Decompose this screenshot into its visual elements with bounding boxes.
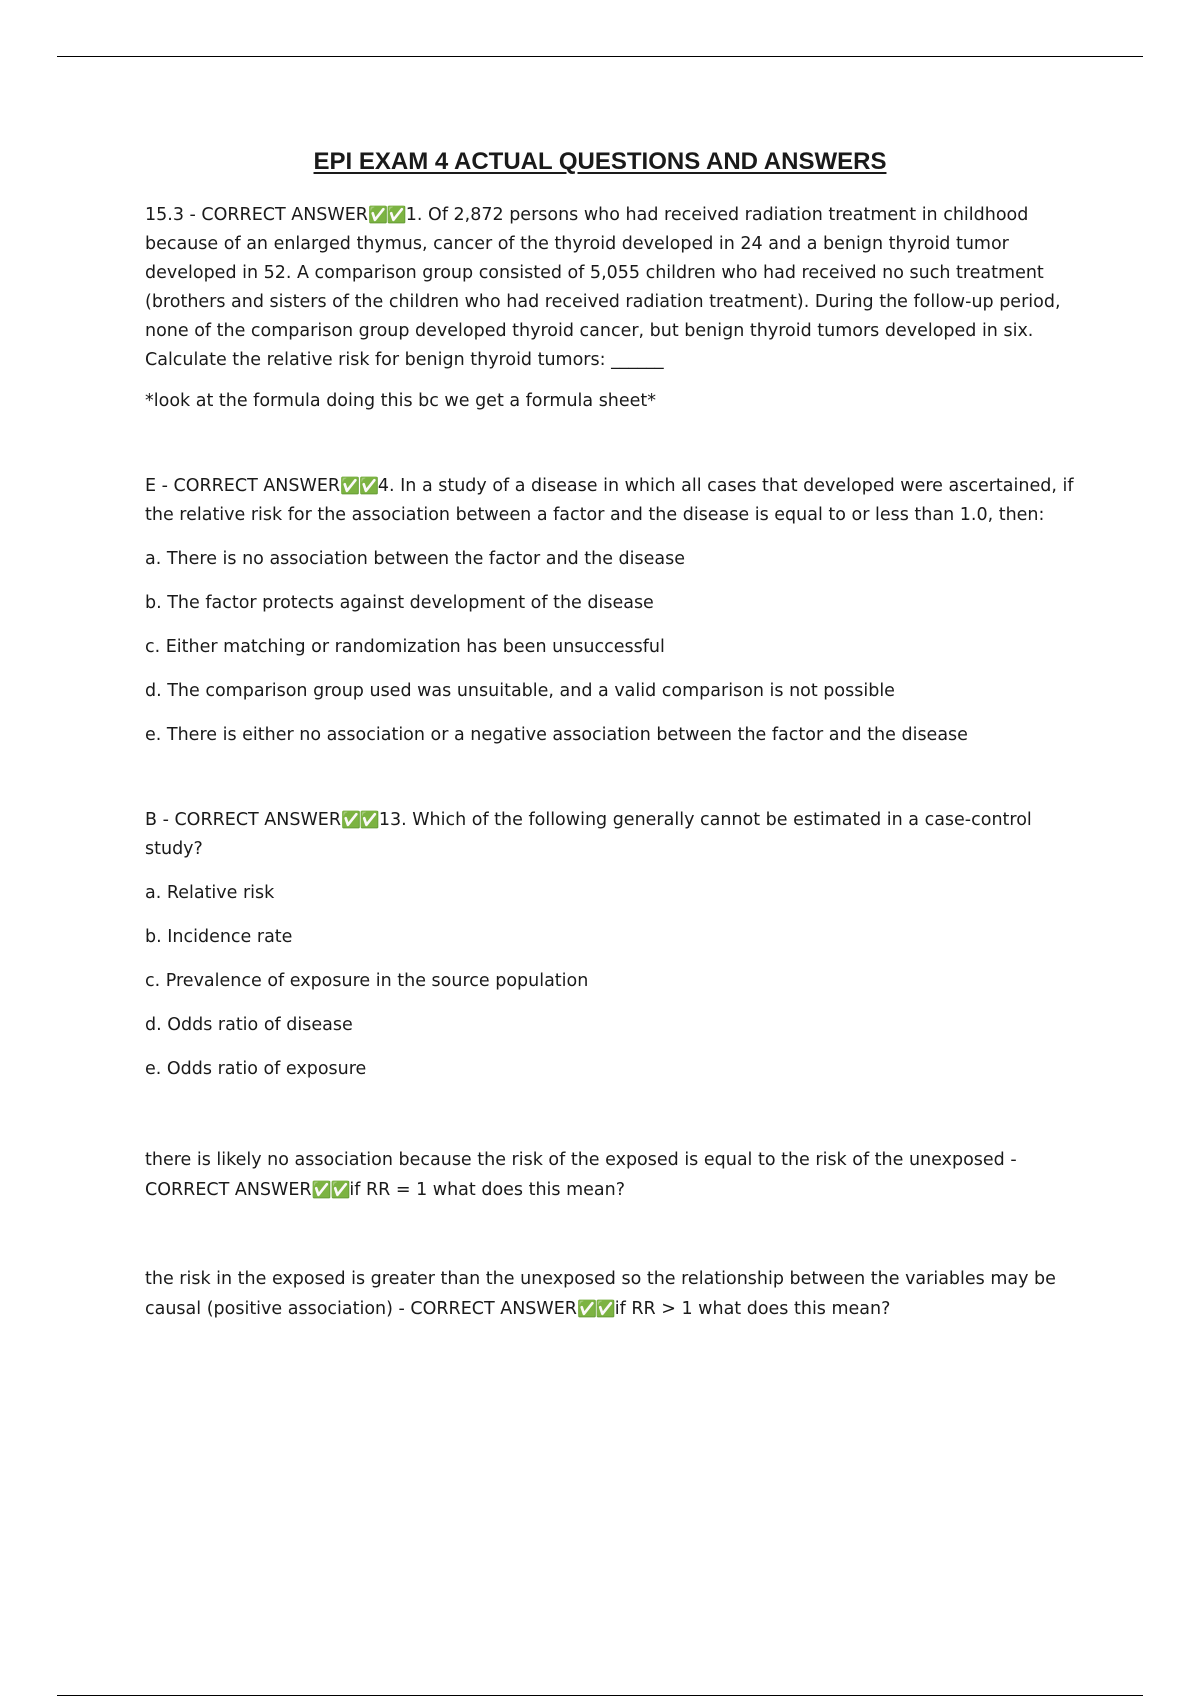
double-check-icon: ✅✅ bbox=[340, 810, 379, 829]
option-e: e. There is either no association or a negative association between the factor and the disease bbox=[145, 725, 968, 745]
question-text: 1. Of 2,872 persons who had received radiation treatment in childhood because of an enlarged thymus, cancer of the thyroid developed in 24 and a benign thyroid tumor developed in 52. A comparison group consisted of 5,055 children who had received no such treatment (brothers and sisters of the children who had received radiation treatment). During the follow-up period, none of the comparison group developed thyroid cancer, but benign thyroid tumors developed in six. Calculate the relative risk for benign thyroid tumors: ______ bbox=[145, 205, 1061, 370]
option-d: d. The comparison group used was unsuitable, and a valid comparison is not possible bbox=[145, 681, 895, 701]
qa-item-4 bbox=[145, 1146, 1085, 1205]
page-title: EPI EXAM 4 ACTUAL QUESTIONS AND ANSWERS bbox=[313, 148, 887, 175]
qa-text bbox=[145, 805, 1085, 864]
question-text: if RR > 1 what does this mean? bbox=[614, 1299, 891, 1319]
option-c: c. Either matching or randomization has been unsuccessful bbox=[145, 637, 665, 657]
option-b: b. The factor protects against development of the disease bbox=[145, 593, 654, 613]
double-check-icon: ✅✅ bbox=[367, 205, 406, 224]
double-check-icon: ✅✅ bbox=[311, 1180, 350, 1199]
question-text: 4. In a study of a disease in which all cases that developed were ascertained, if the relative risk for the association between a factor and the disease is equal to or less than 1.0, then: bbox=[145, 476, 1074, 525]
study-note: *look at the formula doing this bc we get a formula sheet* bbox=[145, 391, 657, 411]
qa-item-2 bbox=[145, 471, 1085, 750]
option-e: e. Odds ratio of exposure bbox=[145, 1059, 367, 1079]
option-a: a. Relative risk bbox=[145, 883, 275, 903]
answer-prefix: E - CORRECT ANSWER bbox=[145, 476, 341, 496]
question-text: 13. Which of the following generally cannot be estimated in a case-control study? bbox=[145, 810, 1032, 859]
answer-prefix: the risk in the exposed is greater than the unexposed so the relationship between the variables may be causal (positive association) - CORRECT ANSWER bbox=[145, 1269, 1056, 1319]
qa-text bbox=[145, 200, 1085, 375]
double-check-icon: ✅✅ bbox=[576, 1299, 615, 1318]
answer-prefix: B - CORRECT ANSWER bbox=[145, 810, 341, 830]
footer-rule bbox=[57, 1695, 1143, 1696]
qa-text bbox=[145, 1146, 1085, 1205]
option-d: d. Odds ratio of disease bbox=[145, 1015, 353, 1035]
answer-prefix: 15.3 - CORRECT ANSWER bbox=[145, 205, 368, 225]
option-b: b. Incidence rate bbox=[145, 927, 293, 947]
qa-item-5 bbox=[145, 1265, 1085, 1324]
question-text: if RR = 1 what does this mean? bbox=[349, 1180, 626, 1200]
option-c: c. Prevalence of exposure in the source population bbox=[145, 971, 589, 991]
qa-text bbox=[145, 1265, 1085, 1324]
answer-prefix: there is likely no association because the risk of the exposed is equal to the risk of the unexposed - CORRECT ANSWER bbox=[145, 1150, 1017, 1200]
document-body bbox=[145, 200, 1085, 1324]
qa-item-3 bbox=[145, 805, 1085, 1084]
double-check-icon: ✅✅ bbox=[340, 476, 378, 495]
qa-item-1 bbox=[145, 200, 1085, 416]
qa-text bbox=[145, 471, 1085, 530]
option-a: a. There is no association between the factor and the disease bbox=[145, 549, 685, 569]
header-rule bbox=[57, 56, 1143, 57]
